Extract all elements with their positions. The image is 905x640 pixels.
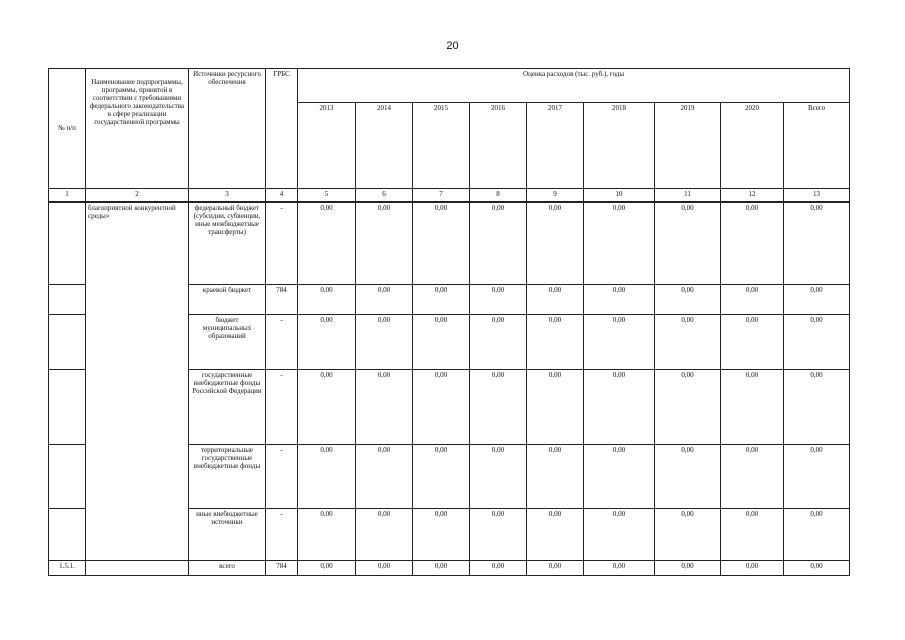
amount-cell: 0,00 bbox=[356, 508, 413, 560]
header-year: 2018 bbox=[584, 103, 655, 189]
amount-cell: 0,00 bbox=[470, 369, 527, 444]
amount-cell: 0,00 bbox=[470, 202, 527, 284]
amount-cell: 0,00 bbox=[413, 284, 470, 314]
program-name: благоприятной конкурентной среды» bbox=[86, 202, 189, 560]
amount-cell: 0,00 bbox=[298, 284, 356, 314]
page-number: 20 bbox=[446, 40, 459, 52]
amount-cell: 0,00 bbox=[356, 369, 413, 444]
amount-cell: 0,00 bbox=[298, 444, 356, 508]
column-index: 1 bbox=[49, 189, 86, 203]
amount-cell: 0,00 bbox=[655, 284, 721, 314]
header-year: 2020 bbox=[721, 103, 784, 189]
row-number bbox=[49, 202, 86, 284]
header-row-top bbox=[49, 69, 850, 103]
amount-cell: 0,00 bbox=[784, 202, 850, 284]
amount-cell: 0,00 bbox=[413, 314, 470, 369]
header-year: 2015 bbox=[413, 103, 470, 189]
grbs-code: - bbox=[266, 444, 298, 508]
amount-cell: 0,00 bbox=[413, 444, 470, 508]
amount-cell: 0,00 bbox=[721, 560, 784, 575]
amount-cell: 0,00 bbox=[527, 314, 584, 369]
row-number bbox=[49, 369, 86, 444]
column-index-row bbox=[49, 189, 850, 203]
header-year: 2017 bbox=[527, 103, 584, 189]
column-index: 11 bbox=[655, 189, 721, 203]
header-grbs: ГРБС bbox=[266, 69, 298, 189]
amount-cell: 0,00 bbox=[527, 508, 584, 560]
amount-cell: 0,00 bbox=[413, 508, 470, 560]
row-number: 1.5.1. bbox=[49, 560, 86, 575]
amount-cell: 0,00 bbox=[584, 314, 655, 369]
amount-cell: 0,00 bbox=[655, 202, 721, 284]
grbs-code: 784 bbox=[266, 284, 298, 314]
header-year: 2014 bbox=[356, 103, 413, 189]
grbs-code: - bbox=[266, 314, 298, 369]
amount-cell: 0,00 bbox=[584, 284, 655, 314]
amount-cell: 0,00 bbox=[470, 284, 527, 314]
amount-cell: 0,00 bbox=[356, 560, 413, 575]
amount-cell: 0,00 bbox=[413, 560, 470, 575]
amount-cell: 0,00 bbox=[784, 314, 850, 369]
amount-cell: 0,00 bbox=[784, 560, 850, 575]
column-index: 7 bbox=[413, 189, 470, 203]
funding-source: иные внебюджетные источники bbox=[189, 508, 266, 560]
amount-cell: 0,00 bbox=[784, 444, 850, 508]
amount-cell: 0,00 bbox=[655, 508, 721, 560]
amount-cell: 0,00 bbox=[584, 369, 655, 444]
amount-cell: 0,00 bbox=[655, 369, 721, 444]
row-number bbox=[49, 444, 86, 508]
amount-cell: 0,00 bbox=[527, 560, 584, 575]
amount-cell: 0,00 bbox=[584, 202, 655, 284]
amount-cell: 0,00 bbox=[584, 444, 655, 508]
amount-cell: 0,00 bbox=[413, 369, 470, 444]
grbs-code: 784 bbox=[266, 560, 298, 575]
funding-source: федеральный бюджет (субсидии, субвенции, иные межбюджетные трансферты) bbox=[189, 202, 266, 284]
amount-cell: 0,00 bbox=[470, 560, 527, 575]
amount-cell: 0,00 bbox=[298, 314, 356, 369]
program-name-empty bbox=[86, 560, 189, 575]
amount-cell: 0,00 bbox=[721, 369, 784, 444]
column-index: 3 bbox=[189, 189, 266, 203]
column-index: 9 bbox=[527, 189, 584, 203]
funding-source: всего bbox=[189, 560, 266, 575]
header-source: Источники ресурсного обеспечения bbox=[189, 69, 266, 189]
column-index: 2 bbox=[86, 189, 189, 203]
amount-cell: 0,00 bbox=[413, 202, 470, 284]
funding-source: бюджет муниципальных образований bbox=[189, 314, 266, 369]
amount-cell: 0,00 bbox=[356, 202, 413, 284]
amount-cell: 0,00 bbox=[721, 314, 784, 369]
amount-cell: 0,00 bbox=[527, 202, 584, 284]
table-row bbox=[49, 560, 850, 575]
funding-source: краевой бюджет bbox=[189, 284, 266, 314]
amount-cell: 0,00 bbox=[655, 444, 721, 508]
header-year: 2016 bbox=[470, 103, 527, 189]
amount-cell: 0,00 bbox=[721, 202, 784, 284]
amount-cell: 0,00 bbox=[784, 369, 850, 444]
funding-source: государственные внебюджетные фонды Российской Федерации bbox=[189, 369, 266, 444]
amount-cell: 0,00 bbox=[655, 314, 721, 369]
row-number bbox=[49, 314, 86, 369]
amount-cell: 0,00 bbox=[470, 444, 527, 508]
header-estimate: Оценка расходов (тыс. руб.), годы bbox=[298, 69, 850, 103]
row-number bbox=[49, 284, 86, 314]
column-index: 5 bbox=[298, 189, 356, 203]
header-year: 2013 bbox=[298, 103, 356, 189]
amount-cell: 0,00 bbox=[298, 560, 356, 575]
amount-cell: 0,00 bbox=[470, 508, 527, 560]
amount-cell: 0,00 bbox=[356, 284, 413, 314]
column-index: 8 bbox=[470, 189, 527, 203]
column-index: 10 bbox=[584, 189, 655, 203]
column-index: 6 bbox=[356, 189, 413, 203]
grbs-code: - bbox=[266, 508, 298, 560]
header-year: 2019 bbox=[655, 103, 721, 189]
amount-cell: 0,00 bbox=[784, 284, 850, 314]
row-number bbox=[49, 508, 86, 560]
grbs-code: - bbox=[266, 369, 298, 444]
amount-cell: 0,00 bbox=[298, 508, 356, 560]
amount-cell: 0,00 bbox=[655, 560, 721, 575]
column-index: 4 bbox=[266, 189, 298, 203]
amount-cell: 0,00 bbox=[584, 508, 655, 560]
amount-cell: 0,00 bbox=[527, 369, 584, 444]
amount-cell: 0,00 bbox=[298, 202, 356, 284]
amount-cell: 0,00 bbox=[721, 284, 784, 314]
table-row bbox=[49, 202, 850, 284]
header-total: Всего bbox=[784, 103, 850, 189]
grbs-code: - bbox=[266, 202, 298, 284]
amount-cell: 0,00 bbox=[527, 444, 584, 508]
amount-cell: 0,00 bbox=[584, 560, 655, 575]
header-name: Наименование подпрограммы, программы, принятой в соответствии с требованиями федерального законодательства в сфере реализации государственной программы bbox=[86, 69, 189, 189]
amount-cell: 0,00 bbox=[298, 369, 356, 444]
expense-estimate-table bbox=[48, 68, 850, 576]
amount-cell: 0,00 bbox=[356, 444, 413, 508]
amount-cell: 0,00 bbox=[721, 508, 784, 560]
amount-cell: 0,00 bbox=[784, 508, 850, 560]
amount-cell: 0,00 bbox=[721, 444, 784, 508]
column-index: 13 bbox=[784, 189, 850, 203]
amount-cell: 0,00 bbox=[356, 314, 413, 369]
funding-source: территориальные государственные внебюджетные фонды bbox=[189, 444, 266, 508]
column-index: 12 bbox=[721, 189, 784, 203]
amount-cell: 0,00 bbox=[470, 314, 527, 369]
amount-cell: 0,00 bbox=[527, 284, 584, 314]
header-num: № п/п bbox=[49, 69, 86, 189]
